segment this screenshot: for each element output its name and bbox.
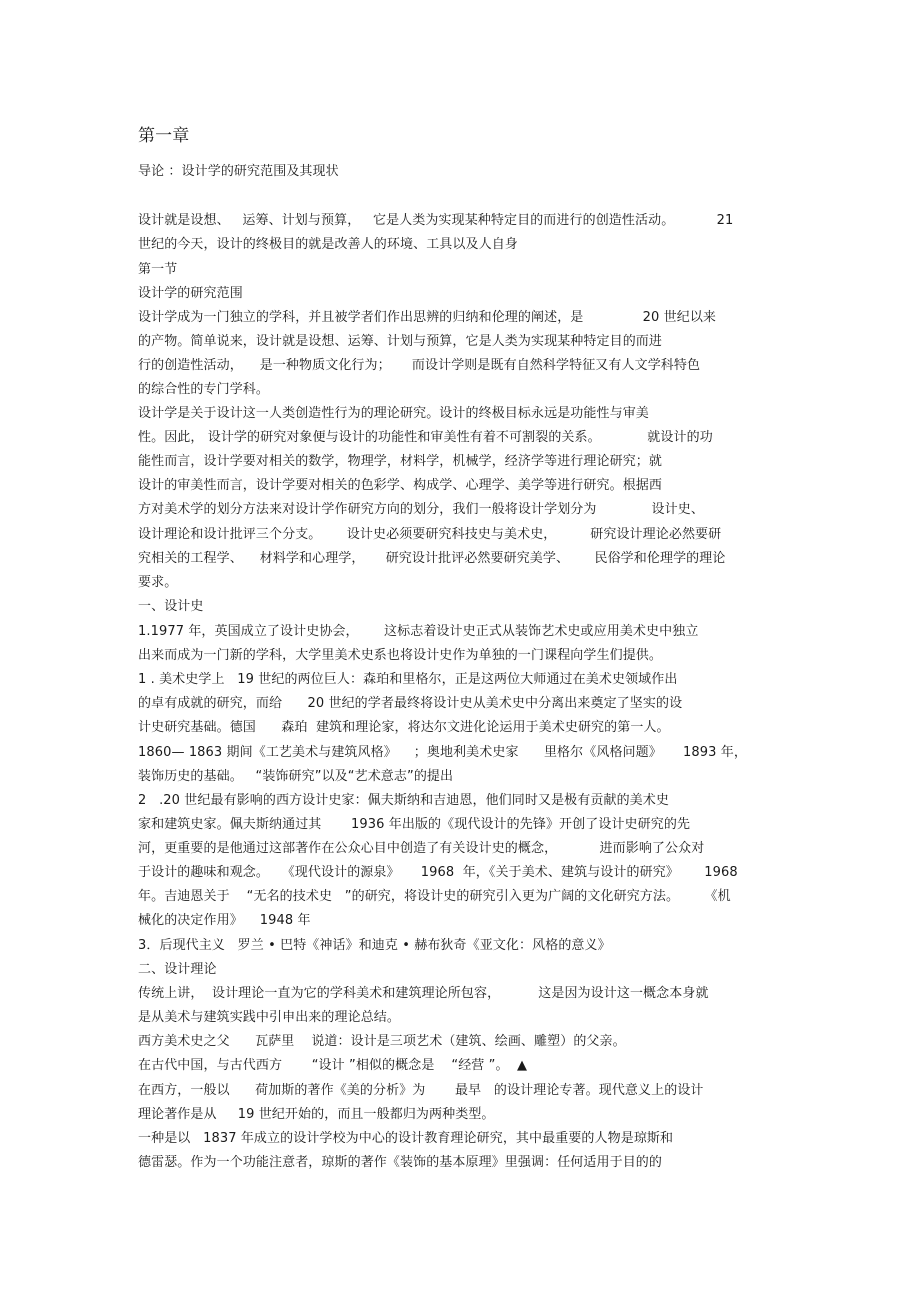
text-line: 1.1977 年，英国成立了设计史协会， 这标志着设计史正式从装饰艺术史或应用美术史中独立 <box>138 624 699 639</box>
text-line: 设计学成为一门独立的学科，并且被学者们作出思辨的归纳和伦理的阐述，是 20 世纪以来 <box>138 310 717 325</box>
text-line: 3．后现代主义 罗兰 • 巴特《神话》和迪克 • 赫布狄奇《亚文化：风格的意义》 <box>138 938 611 953</box>
text-line: 究相关的工程学、 材料学和心理学， 研究设计批评必然要研究美学、 民俗学和伦理学的理论 <box>138 551 726 566</box>
text-line: 于设计的趣味和观念。 《现代设计的源泉》 1968 年，《关于美术、建筑与设计的研究》 1968 <box>138 865 738 880</box>
text-line: 的综合性的专门学科。 <box>138 382 270 397</box>
text-line: 1860— 1863 期间《工艺美术与建筑风格》 ；奥地利美术史家 里格尔《风格问题》 1893 年， <box>138 745 747 760</box>
text-line: 设计就是设想、 运筹、计划与预算， 它是人类为实现某种特定目的而进行的创造性活动。 21 <box>138 213 734 228</box>
text-line: 械化的决定作用》 1948 年 <box>138 913 311 928</box>
text-line: 家和建筑史家。佩夫斯纳通过其 1936 年出版的《现代设计的先锋》开创了设计史研究的先 <box>138 817 691 832</box>
section-heading: 第一节 <box>138 262 178 277</box>
text-line: 的卓有成就的研究，而给 20 世纪的学者最终将设计史从美术史中分离出来奠定了坚实的设 <box>138 696 683 711</box>
text-line: 的产物。简单说来，设计就是设想、运筹、计划与预算，它是人类为实现某种特定目的而进 <box>138 334 663 349</box>
text-line: 德雷瑟。作为一个功能注意者，琼斯的著作《装饰的基本原理》里强调：任何适用于目的的 <box>138 1155 663 1170</box>
text-line: 方对美术学的划分方法来对设计学作研究方向的划分，我们一般将设计学划分为 设计史、 <box>138 502 704 517</box>
text-line: 理论著作是从 19 世纪开始的，而且一般都归为两种类型。 <box>138 1107 495 1122</box>
chapter-subtitle: 导论 ：设计学的研究范围及其现状 <box>138 164 339 179</box>
text-line: 一种是以 1837 年成立的设计学校为中心的设计教育理论研究，其中最重要的人物是琼斯和 <box>138 1131 674 1146</box>
text-line: 设计学是关于设计这一人类创造性行为的理论研究。设计的终极目标永远是功能性与审美 <box>138 406 649 421</box>
text-line: 行的创造性活动， 是一种物质文化行为； 而设计学则是既有自然科学特征又有人文学科特色 <box>138 358 701 373</box>
chapter-title: 第一章 <box>138 126 190 146</box>
text-line: 是从美术与建筑实践中引申出来的理论总结。 <box>138 1010 401 1025</box>
text-line: 河，更重要的是他通过这部著作在公众心目中创造了有关设计史的概念， 进而影响了公众对 <box>138 841 705 856</box>
subsection-heading: 一、设计史 <box>138 599 204 614</box>
text-line: 设计的审美性而言，设计学要对相关的色彩学、构成学、心理学、美学等进行研究。根据西 <box>138 478 663 493</box>
text-line: 2 .20 世纪最有影响的西方设计史家：佩夫斯纳和吉迪恩，他们同时又是极有贡献的美术史 <box>138 793 669 808</box>
subsection-heading: 二、设计理论 <box>138 962 217 977</box>
text-line: 能性而言，设计学要对相关的数学，物理学，材料学，机械学，经济学等进行理论研究；就 <box>138 454 663 469</box>
text-line: 装饰历史的基础。 “装饰研究”以及“艺术意志”的提出 <box>138 769 454 784</box>
text-line: 西方美术史之父 瓦萨里 说道：设计是三项艺术（建筑、绘画、雕塑）的父亲。 <box>138 1034 626 1049</box>
text-line: 年。吉迪恩关于 “无名的技术史 ”的研究，将设计史的研究引入更为广阔的文化研究方法。 《机 <box>138 889 731 904</box>
section-title: 设计学的研究范围 <box>138 286 243 301</box>
text-line: 出来而成为一门新的学科，大学里美术史系也将设计史作为单独的一门课程向学生们提供。 <box>138 648 663 663</box>
text-line: 在古代中国，与古代西方 “设计 ”相似的概念是 “经营 ”。 ▲ <box>138 1058 528 1073</box>
text-line: 世纪的今天，设计的终极目的就是改善人的环境、工具以及人自身 <box>138 237 518 252</box>
text-line: 1 . 美术史学上 19 世纪的两位巨人：森珀和里格尔，正是这两位大师通过在美术史领域作出 <box>138 672 678 687</box>
text-line: 设计理论和设计批评三个分支。 设计史必须要研究科技史与美术史， 研究设计理论必然要研 <box>138 527 722 542</box>
text-line: 传统上讲， 设计理论一直为它的学科美术和建筑理论所包容， 这是因为设计这一概念本身就 <box>138 986 709 1001</box>
text-line: 要求。 <box>138 575 178 590</box>
text-line: 在西方，一般以 荷加斯的著作《美的分析》为 最早 的设计理论专著。现代意义上的设计 <box>138 1083 704 1098</box>
text-line: 计史研究基础。德国 森珀 建筑和理论家，将达尔文进化论运用于美术史研究的第一人。 <box>138 720 670 735</box>
text-line: 性。因此， 设计学的研究对象便与设计的功能性和审美性有着不可割裂的关系。 就设计的功 <box>138 430 713 445</box>
